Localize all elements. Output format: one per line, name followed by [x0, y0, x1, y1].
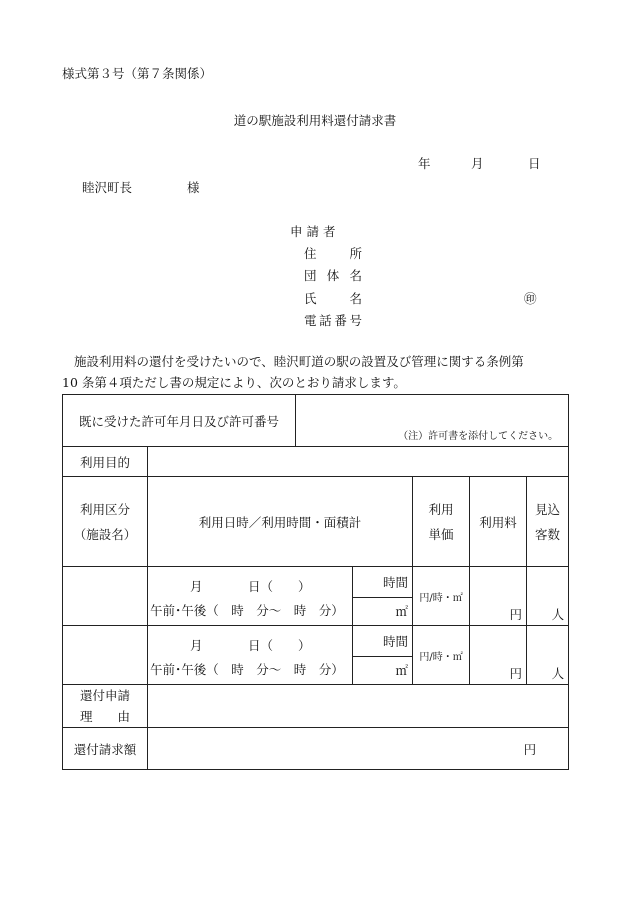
entry-2-day-label: 日（ ）: [248, 638, 311, 653]
entry-1-hours-label: 時間: [383, 574, 409, 590]
entry-2-area-cell[interactable]: [353, 656, 413, 684]
date-month-label: 月: [471, 156, 484, 171]
col-header-unit-price: [413, 477, 470, 567]
entry-2-area-label: ㎡: [395, 663, 409, 679]
entry-1-datetime-cell[interactable]: [148, 567, 353, 626]
entry-2-unit-label: 円/時・㎡: [419, 651, 463, 663]
entry-2-ampm-label: 午前･午後（ 時 分～ 時 分）: [150, 662, 344, 677]
entry-1-visitors-cell[interactable]: [527, 567, 569, 626]
entry-1-category-cell[interactable]: [63, 567, 148, 626]
entry-1-area-cell[interactable]: [353, 597, 413, 625]
col-header-visitors: [527, 477, 569, 567]
permit-label-cell: [63, 395, 296, 447]
col-header-datetime-text: 利用日時／利用時間・面積計: [198, 514, 362, 530]
purpose-value-cell[interactable]: [148, 447, 569, 477]
applicant-address-label: 住所: [304, 246, 362, 261]
entry-1-unit-price-cell[interactable]: [413, 567, 470, 626]
refund-reason-label-line2: 理 由: [79, 709, 130, 724]
refund-amount-yen-label: 円: [523, 741, 537, 757]
seal-mark-icon: ㊞: [524, 291, 537, 306]
col-header-unit-price-line1: 利用: [428, 501, 454, 517]
col-header-visitors-line2: 客数: [535, 526, 561, 542]
entry-2-datetime-cell[interactable]: [148, 626, 353, 685]
entry-1-fee-cell[interactable]: [470, 567, 527, 626]
refund-amount-label-cell: [63, 728, 148, 770]
applicant-organization-label: 団体名: [304, 268, 362, 283]
body-text-line-2: 10 条第４項ただし書の規定により、次のとおり請求します。: [62, 375, 406, 390]
addressee-suffix: 様: [187, 180, 200, 195]
col-header-datetime: [148, 477, 413, 567]
entry-2-hours-cell[interactable]: [353, 626, 413, 657]
refund-reason-label-cell: [63, 685, 148, 728]
applicant-heading: 申請者: [290, 224, 340, 239]
entry-2-person-label: 人: [551, 666, 565, 681]
document-title: 道の駅施設利用料還付請求書: [233, 113, 397, 128]
entry-1-ampm-label: 午前･午後（ 時 分～ 時 分）: [150, 603, 344, 618]
form-number: 様式第３号（第７条関係）: [62, 66, 213, 81]
refund-amount-value-cell[interactable]: [148, 728, 569, 770]
entry-1-unit-label: 円/時・㎡: [419, 592, 463, 604]
entry-1-yen-label: 円: [509, 607, 523, 622]
col-header-fee: [470, 477, 527, 567]
permit-note: （注）許可書を添付してください。: [398, 431, 559, 442]
addressee-name: 睦沢町長: [82, 180, 133, 195]
request-form-table: [62, 394, 569, 770]
refund-reason-label-line1: 還付申請: [79, 688, 130, 703]
applicant-name-label: 氏名: [304, 291, 362, 306]
applicant-phone-label: 電話番号: [304, 313, 362, 328]
col-header-category-line2: （施設名）: [73, 526, 137, 542]
permit-label: 既に受けた許可年月日及び許可番号: [79, 413, 280, 429]
col-header-visitors-line1: 見込: [535, 501, 561, 517]
purpose-label-cell: [63, 447, 148, 477]
entry-1-person-label: 人: [551, 607, 565, 622]
permit-value-cell[interactable]: [296, 395, 569, 447]
entry-2-fee-cell[interactable]: [470, 626, 527, 685]
body-text-line-1: 施設利用料の還付を受けたいので、睦沢町道の駅の設置及び管理に関する条例第: [74, 354, 524, 369]
purpose-label: 利用目的: [79, 454, 130, 470]
entry-1-hours-cell[interactable]: [353, 567, 413, 598]
entry-1-area-label: ㎡: [395, 604, 409, 620]
entry-1-month-label: 月: [190, 579, 203, 594]
col-header-category-line1: 利用区分: [79, 501, 130, 517]
refund-amount-label: 還付請求額: [73, 741, 137, 757]
entry-2-hours-label: 時間: [383, 633, 409, 649]
entry-2-unit-price-cell[interactable]: [413, 626, 470, 685]
entry-2-month-label: 月: [190, 638, 203, 653]
refund-reason-value-cell[interactable]: [148, 685, 569, 728]
entry-1-day-label: 日（ ）: [248, 579, 311, 594]
col-header-unit-price-line2: 単価: [428, 526, 454, 542]
date-year-label: 年: [418, 156, 431, 171]
col-header-fee-text: 利用料: [479, 514, 517, 530]
entry-2-visitors-cell[interactable]: [527, 626, 569, 685]
entry-2-category-cell[interactable]: [63, 626, 148, 685]
date-day-label: 日: [528, 156, 541, 171]
entry-2-yen-label: 円: [509, 666, 523, 681]
col-header-category: [63, 477, 148, 567]
